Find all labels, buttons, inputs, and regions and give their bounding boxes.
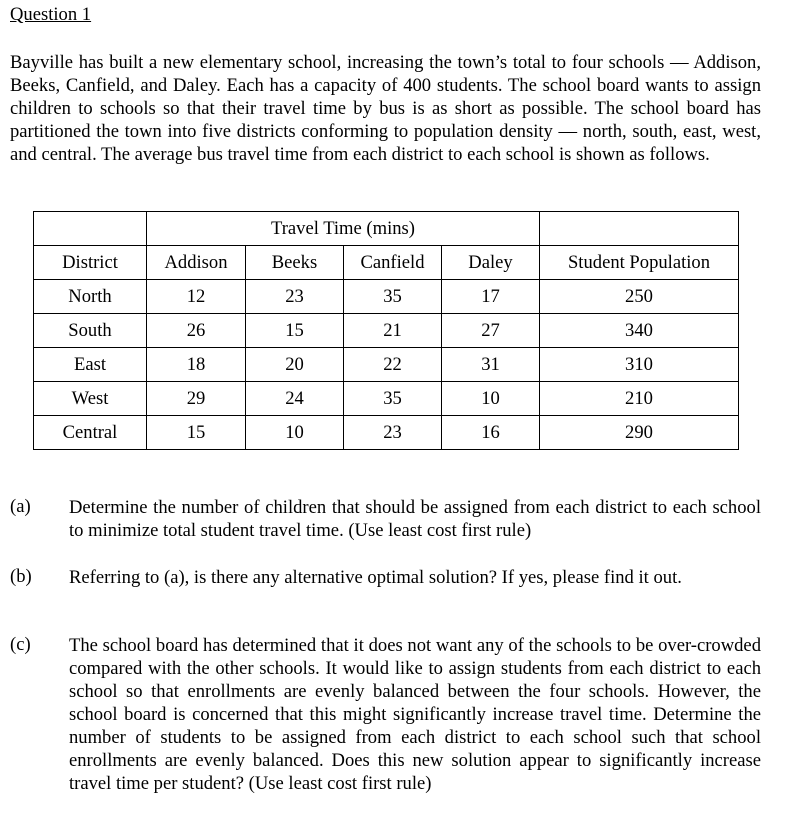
daley-cell: 17 [442, 280, 540, 314]
table-group-header-row [34, 212, 739, 246]
question-text: The school board has determined that it does not want any of the schools to be over-crowded compared with the other schools. It would like to assign students from each district to each school so that enrollments are evenly balanced between the four schools. However, the school board is concerned that this might significantly increase travel time. Determine the number of students to be assigned from each district to each school such that school enrollments are evenly balanced. Does this new solution appear to significantly increase travel time per student? (Use least cost first rule) [69, 635, 761, 794]
beeks-cell: 10 [246, 416, 344, 450]
beeks-cell: 24 [246, 382, 344, 416]
column-header-beeks: Beeks [246, 246, 344, 280]
column-header-student-population: Student Population [540, 246, 739, 280]
daley-cell: 16 [442, 416, 540, 450]
canfield-cell: 35 [344, 382, 442, 416]
column-header-canfield: Canfield [344, 246, 442, 280]
district-cell: East [34, 348, 147, 382]
district-cell: Central [34, 416, 147, 450]
population-cell: 250 [540, 280, 739, 314]
population-cell: 290 [540, 416, 739, 450]
beeks-cell: 23 [246, 280, 344, 314]
empty-header-cell [540, 212, 739, 246]
beeks-cell: 20 [246, 348, 344, 382]
column-header-daley: Daley [442, 246, 540, 280]
table-row [34, 314, 739, 348]
addison-cell: 12 [147, 280, 246, 314]
population-cell: 310 [540, 348, 739, 382]
question-title: Question 1 [10, 4, 92, 25]
travel-time-table [33, 211, 739, 450]
question-text: Referring to (a), is there any alternative optimal solution? If yes, please find it out. [69, 567, 682, 588]
intro-paragraph: Bayville has built a new elementary school, increasing the town’s total to four schools — Addison, Beeks, Canfield, and Daley. Each has a capacity of 400 students. The school board wants to assign children to schools so that their travel time by bus is as short as possible. The school board has partitioned the town into five districts conforming to population density — north, south, east, west, and central. The average bus travel time from each district to each school is shown as follows. [10, 52, 761, 165]
district-cell: North [34, 280, 147, 314]
addison-cell: 18 [147, 348, 246, 382]
question-label: (a) [10, 496, 31, 517]
table-row [34, 280, 739, 314]
canfield-cell: 22 [344, 348, 442, 382]
question-label: (c) [10, 634, 31, 655]
daley-cell: 27 [442, 314, 540, 348]
canfield-cell: 21 [344, 314, 442, 348]
daley-cell: 10 [442, 382, 540, 416]
population-cell: 340 [540, 314, 739, 348]
district-cell: West [34, 382, 147, 416]
addison-cell: 26 [147, 314, 246, 348]
population-cell: 210 [540, 382, 739, 416]
canfield-cell: 23 [344, 416, 442, 450]
table-row [34, 382, 739, 416]
table-header-row [34, 246, 739, 280]
canfield-cell: 35 [344, 280, 442, 314]
addison-cell: 29 [147, 382, 246, 416]
beeks-cell: 15 [246, 314, 344, 348]
district-cell: South [34, 314, 147, 348]
question-label: (b) [10, 566, 32, 587]
addison-cell: 15 [147, 416, 246, 450]
table-row [34, 416, 739, 450]
column-header-district: District [34, 246, 147, 280]
travel-time-group-header: Travel Time (mins) [147, 212, 540, 246]
table-row [34, 348, 739, 382]
question-text: Determine the number of children that should be assigned from each district to each school to minimize total student travel time. (Use least cost first rule) [69, 497, 761, 541]
daley-cell: 31 [442, 348, 540, 382]
empty-header-cell [34, 212, 147, 246]
column-header-addison: Addison [147, 246, 246, 280]
